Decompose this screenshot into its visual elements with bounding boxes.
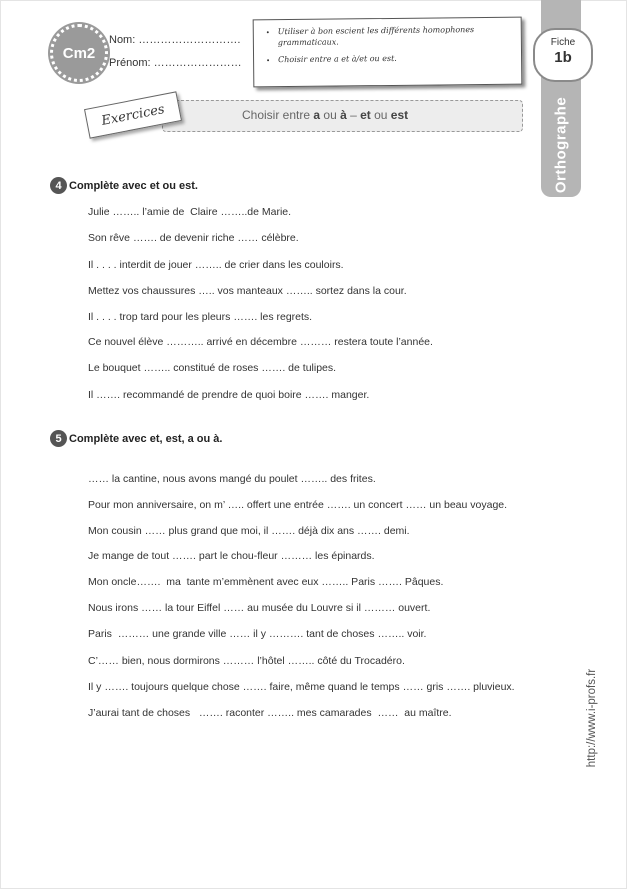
title-part: ou — [370, 108, 391, 122]
exercise-line: Le bouquet …….. constitué de roses ……. de tulipes. — [88, 362, 337, 374]
title-part: est — [390, 108, 409, 122]
level-badge — [50, 24, 108, 82]
title-part: a — [313, 108, 321, 122]
exercise-line: Il y ……. toujours quelque chose ……. faire, même quand le temps …… gris ……. pluvieux. — [88, 681, 515, 693]
fiche-label: Fiche — [550, 37, 576, 48]
level-label: Cm2 — [62, 44, 96, 62]
website-link[interactable]: http://www.i-profs.fr — [586, 668, 598, 768]
objective-item: • Utiliser à bon escient les différents homophones grammaticaux. — [278, 24, 521, 49]
name-field: Nom: ………………………. — [109, 34, 241, 46]
exercise-instruction: Complète avec et, est, a ou à. — [69, 432, 223, 445]
page-title — [242, 108, 408, 122]
exercise-line: Il . . . . trop tard pour les pleurs ……. les regrets. — [88, 311, 313, 323]
fiche-number: 1b — [554, 49, 572, 66]
exercise-4-heading — [50, 177, 198, 194]
exercise-tag-label: Exercices — [100, 101, 166, 129]
exercise-number-badge: 4 — [50, 177, 67, 194]
exercise-line: …… la cantine, nous avons mangé du poulet …….. des frites. — [88, 473, 376, 485]
exercise-instruction: Complète avec et ou est. — [69, 179, 198, 192]
title-part: et — [360, 108, 371, 122]
fiche-badge — [533, 28, 593, 82]
exercise-line: J’aurai tant de choses ……. raconter …….. mes camarades …… au maître. — [88, 707, 452, 719]
subject-label: Orthographe — [552, 96, 570, 194]
objectives-card — [253, 17, 523, 88]
title-part: ou — [320, 108, 341, 122]
exercise-line: Il . . . . interdit de jouer …….. de crier dans les couloirs. — [88, 259, 344, 271]
exercise-line: Il ……. recommandé de prendre de quoi boire ……. manger. — [88, 389, 370, 401]
exercise-line: Mon cousin …… plus grand que moi, il ……. déjà dix ans ……. demi. — [88, 525, 410, 537]
exercise-number-badge: 5 — [50, 430, 67, 447]
exercise-line: Son rêve ……. de devenir riche …… célèbre. — [88, 232, 299, 244]
exercise-line: Je mange de tout ……. part le chou-fleur ……… les épinards. — [88, 550, 375, 562]
exercise-5-heading — [50, 430, 222, 447]
firstname-field: Prénom: …………………… — [109, 57, 242, 69]
objectives-list — [254, 24, 521, 66]
exercise-line: Paris ……… une grande ville …… il y ………. tant de choses …….. voir. — [88, 628, 427, 640]
exercise-line: Pour mon anniversaire, on m’ ….. offert une entrée ……. un concert …… un beau voyage. — [88, 499, 508, 511]
exercise-line: Ce nouvel élève ……….. arrivé en décembre ……… restera toute l’année. — [88, 336, 433, 348]
title-part: Choisir entre — [242, 108, 314, 122]
exercise-line: Julie …….. l’amie de Claire ……..de Marie. — [88, 206, 292, 218]
exercise-line: C’…… bien, nous dormirons ……… l’hôtel …….. côté du Trocadéro. — [88, 655, 405, 667]
exercise-line: Mettez vos chaussures ….. vos manteaux …….. sortez dans la cour. — [88, 285, 407, 297]
title-part: à — [340, 108, 347, 122]
objective-item: • Choisir entre a et à/et ou est. — [278, 52, 521, 66]
exercise-line: Mon oncle……. ma tante m’emmènent avec eux …….. Paris ……. Pâques. — [88, 576, 444, 588]
title-part: – — [346, 108, 361, 122]
exercise-line: Nous irons …… la tour Eiffel …… au musée du Louvre si il ……… ouvert. — [88, 602, 431, 614]
